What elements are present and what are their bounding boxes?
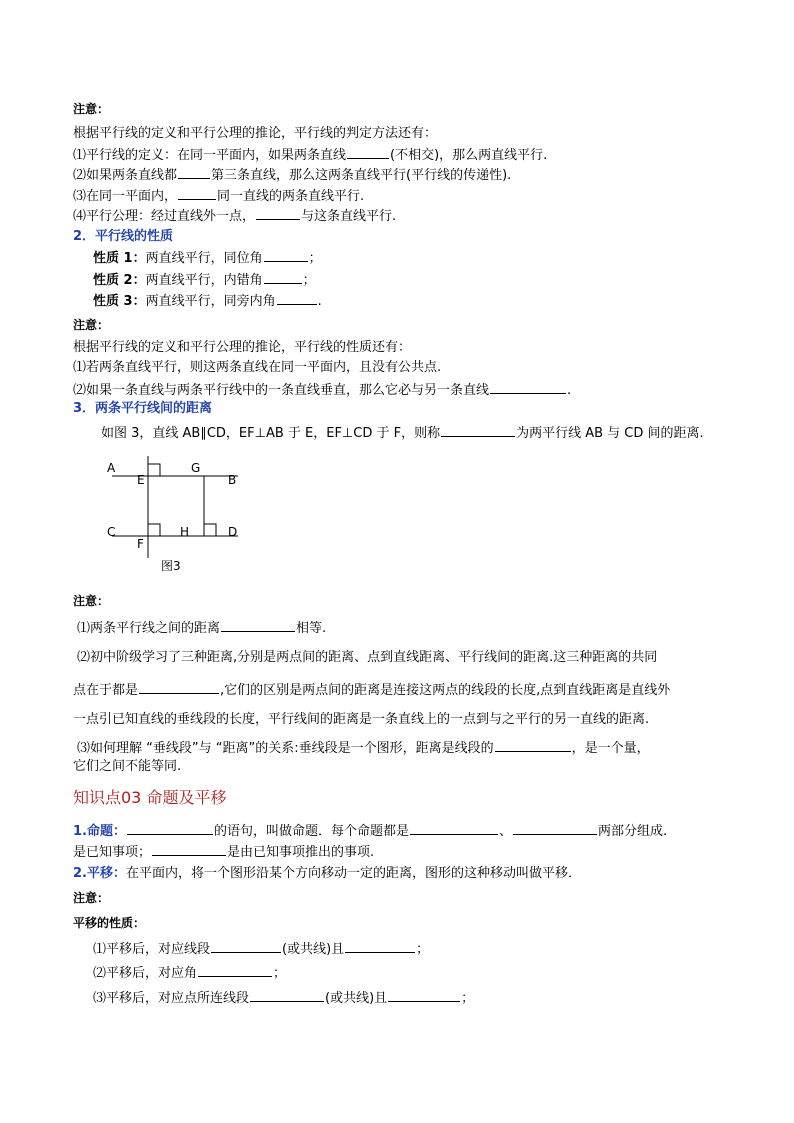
paragraph <box>101 423 704 443</box>
fill-blank[interactable] <box>211 939 281 953</box>
point-label-b: B <box>228 473 237 487</box>
text: . <box>567 383 572 398</box>
text: (或共线)且 <box>282 942 345 957</box>
fill-blank[interactable] <box>221 618 295 632</box>
text: ⑵如果两条直线都 <box>73 168 178 183</box>
figure-3 <box>100 450 250 578</box>
fill-blank[interactable] <box>139 680 219 694</box>
definition-label: 1.命题： <box>73 824 126 839</box>
list-item <box>73 165 511 185</box>
list-item: ⑴若两条直线平行，则这两条直线在同一平面内，且没有公共点. <box>73 360 442 375</box>
text: ； <box>416 942 430 957</box>
paragraph: ⑵初中阶级学习了三种距离,分别是两点间的距离、点到直线距离、平行线间的距离.这三种距离的共同 <box>77 650 658 665</box>
text: 在平面内，将一个图形沿某个方向移动一定的距离，图形的这种移动叫做平移． <box>125 866 581 881</box>
text: ⑶平移后，对应点所连线段 <box>93 991 250 1006</box>
list-item <box>73 206 396 226</box>
point-label-a: A <box>107 461 116 475</box>
point-label-g: G <box>191 461 201 475</box>
fill-blank[interactable] <box>178 186 216 200</box>
knowledge-point-heading: 知识点03 命题及平移 <box>73 788 227 807</box>
text: 与这条直线平行. <box>301 209 397 224</box>
text: 同一直线的两条直线平行. <box>217 189 365 204</box>
fill-blank[interactable] <box>495 738 571 752</box>
fill-blank[interactable] <box>388 988 460 1002</box>
definition-label: 2.平移： <box>73 866 126 881</box>
definition-item <box>73 821 667 841</box>
text: ； <box>273 966 287 981</box>
fill-blank[interactable] <box>264 248 308 262</box>
text: 的语句，叫做命题．每个命题都是 <box>213 824 409 839</box>
property-label: 性质 1： <box>93 251 146 266</box>
point-label-e: E <box>137 473 145 487</box>
fill-blank[interactable] <box>277 291 317 305</box>
text: 第三条直线，那么这两条直线平行(平行线的传递性). <box>211 168 512 183</box>
list-item <box>73 186 364 206</box>
text: 两直线平行，同位角 <box>145 251 263 266</box>
paragraph <box>73 680 670 700</box>
list-item <box>77 618 326 638</box>
list-item <box>73 145 547 165</box>
fill-blank[interactable] <box>345 939 415 953</box>
right-angle-mark <box>148 464 160 476</box>
point-label-d: D <box>228 525 238 539</box>
text: ⑵平移后，对应角 <box>93 966 198 981</box>
fill-blank[interactable] <box>347 145 389 159</box>
property-item <box>93 248 322 268</box>
text: 点在于都是 <box>73 683 139 698</box>
fill-blank[interactable] <box>441 423 515 437</box>
text: ⑶如何理解 “垂线段”与 “距离”的关系:垂线段是一个图形，距离是线段的 <box>77 741 494 756</box>
text: ⑷平行公理：经过直线外一点， <box>73 209 256 224</box>
fill-blank[interactable] <box>152 842 226 856</box>
text: ； <box>461 991 475 1006</box>
fill-blank[interactable] <box>198 963 272 977</box>
note-label: 注意： <box>73 102 110 116</box>
fill-blank[interactable] <box>410 821 498 835</box>
text: (不相交)，那么两直线平行. <box>390 148 548 163</box>
list-item <box>93 988 474 1008</box>
text: 为两平行线 AB 与 CD 间的距离. <box>516 426 704 441</box>
text: . <box>317 294 322 309</box>
text: 两直线平行，同旁内角 <box>145 294 276 309</box>
text: ⑵如果一条直线与两条平行线中的一条直线垂直，那么它必与另一条直线 <box>73 383 490 398</box>
fill-blank[interactable] <box>250 988 324 1002</box>
list-item <box>93 939 429 959</box>
paragraph <box>73 842 374 862</box>
text: ,它们的区别是两点间的距离是连接这两点的线段的长度,点到直线距离是直线外 <box>220 683 671 698</box>
paragraph: 根据平行线的定义和平行公理的推论，平行线的性质还有： <box>73 340 412 355</box>
point-label-c: C <box>107 525 116 539</box>
text: ，是一个量， <box>571 741 650 756</box>
fill-blank[interactable] <box>256 206 300 220</box>
fill-blank[interactable] <box>178 165 210 179</box>
note-label: 注意： <box>73 318 110 332</box>
paragraph <box>77 738 650 758</box>
fill-blank[interactable] <box>127 821 213 835</box>
figure-caption: 图3 <box>161 559 181 573</box>
note-label: 注意： <box>73 594 110 608</box>
text: 两直线平行，内错角 <box>145 273 263 288</box>
list-item <box>93 963 286 983</box>
property-item <box>93 291 322 311</box>
definition-item <box>73 865 581 883</box>
paragraph: 它们之间不能等同. <box>73 759 182 774</box>
text: 、 <box>499 824 513 839</box>
property-label: 性质 3： <box>93 294 146 309</box>
paragraph: 一点引已知直线的垂线段的长度，平行线间的距离是一条直线上的一点到与之平行的另一直线的距离. <box>73 712 650 727</box>
text: 两部分组成. <box>598 824 668 839</box>
point-label-f: F <box>137 537 144 551</box>
right-angle-mark <box>204 524 216 536</box>
text: 是由已知事项推出的事项. <box>227 845 375 860</box>
text: 如图 3，直线 AB∥CD，EF⊥AB 于 E，EF⊥CD 于 F，则称 <box>101 426 441 441</box>
paragraph: 根据平行线的定义和平行公理的推论，平行线的判定方法还有： <box>73 126 438 141</box>
text: ⑴两条平行线之间的距离 <box>77 621 221 636</box>
property-item <box>93 270 316 290</box>
note-label: 注意： <box>73 891 110 905</box>
fill-blank[interactable] <box>513 821 597 835</box>
text: ⑶在同一平面内， <box>73 189 178 204</box>
subsection-title: 平移的性质： <box>73 916 146 930</box>
text: ⑴平行线的定义：在同一平面内，如果两条直线 <box>73 148 347 163</box>
fill-blank[interactable] <box>490 380 566 394</box>
point-label-h: H <box>180 525 190 539</box>
section-title: 3．两条平行线间的距离 <box>73 401 213 416</box>
section-title: 2．平行线的性质 <box>73 229 174 244</box>
list-item <box>73 380 571 400</box>
text: 相等. <box>296 621 327 636</box>
text: ； <box>308 251 322 266</box>
fill-blank[interactable] <box>264 270 302 284</box>
text: ； <box>302 273 316 288</box>
text: 是已知事项； <box>73 845 152 860</box>
text: ⑴平移后，对应线段 <box>93 942 211 957</box>
right-angle-mark <box>148 524 160 536</box>
text: (或共线)且 <box>325 991 388 1006</box>
property-label: 性质 2： <box>93 273 146 288</box>
